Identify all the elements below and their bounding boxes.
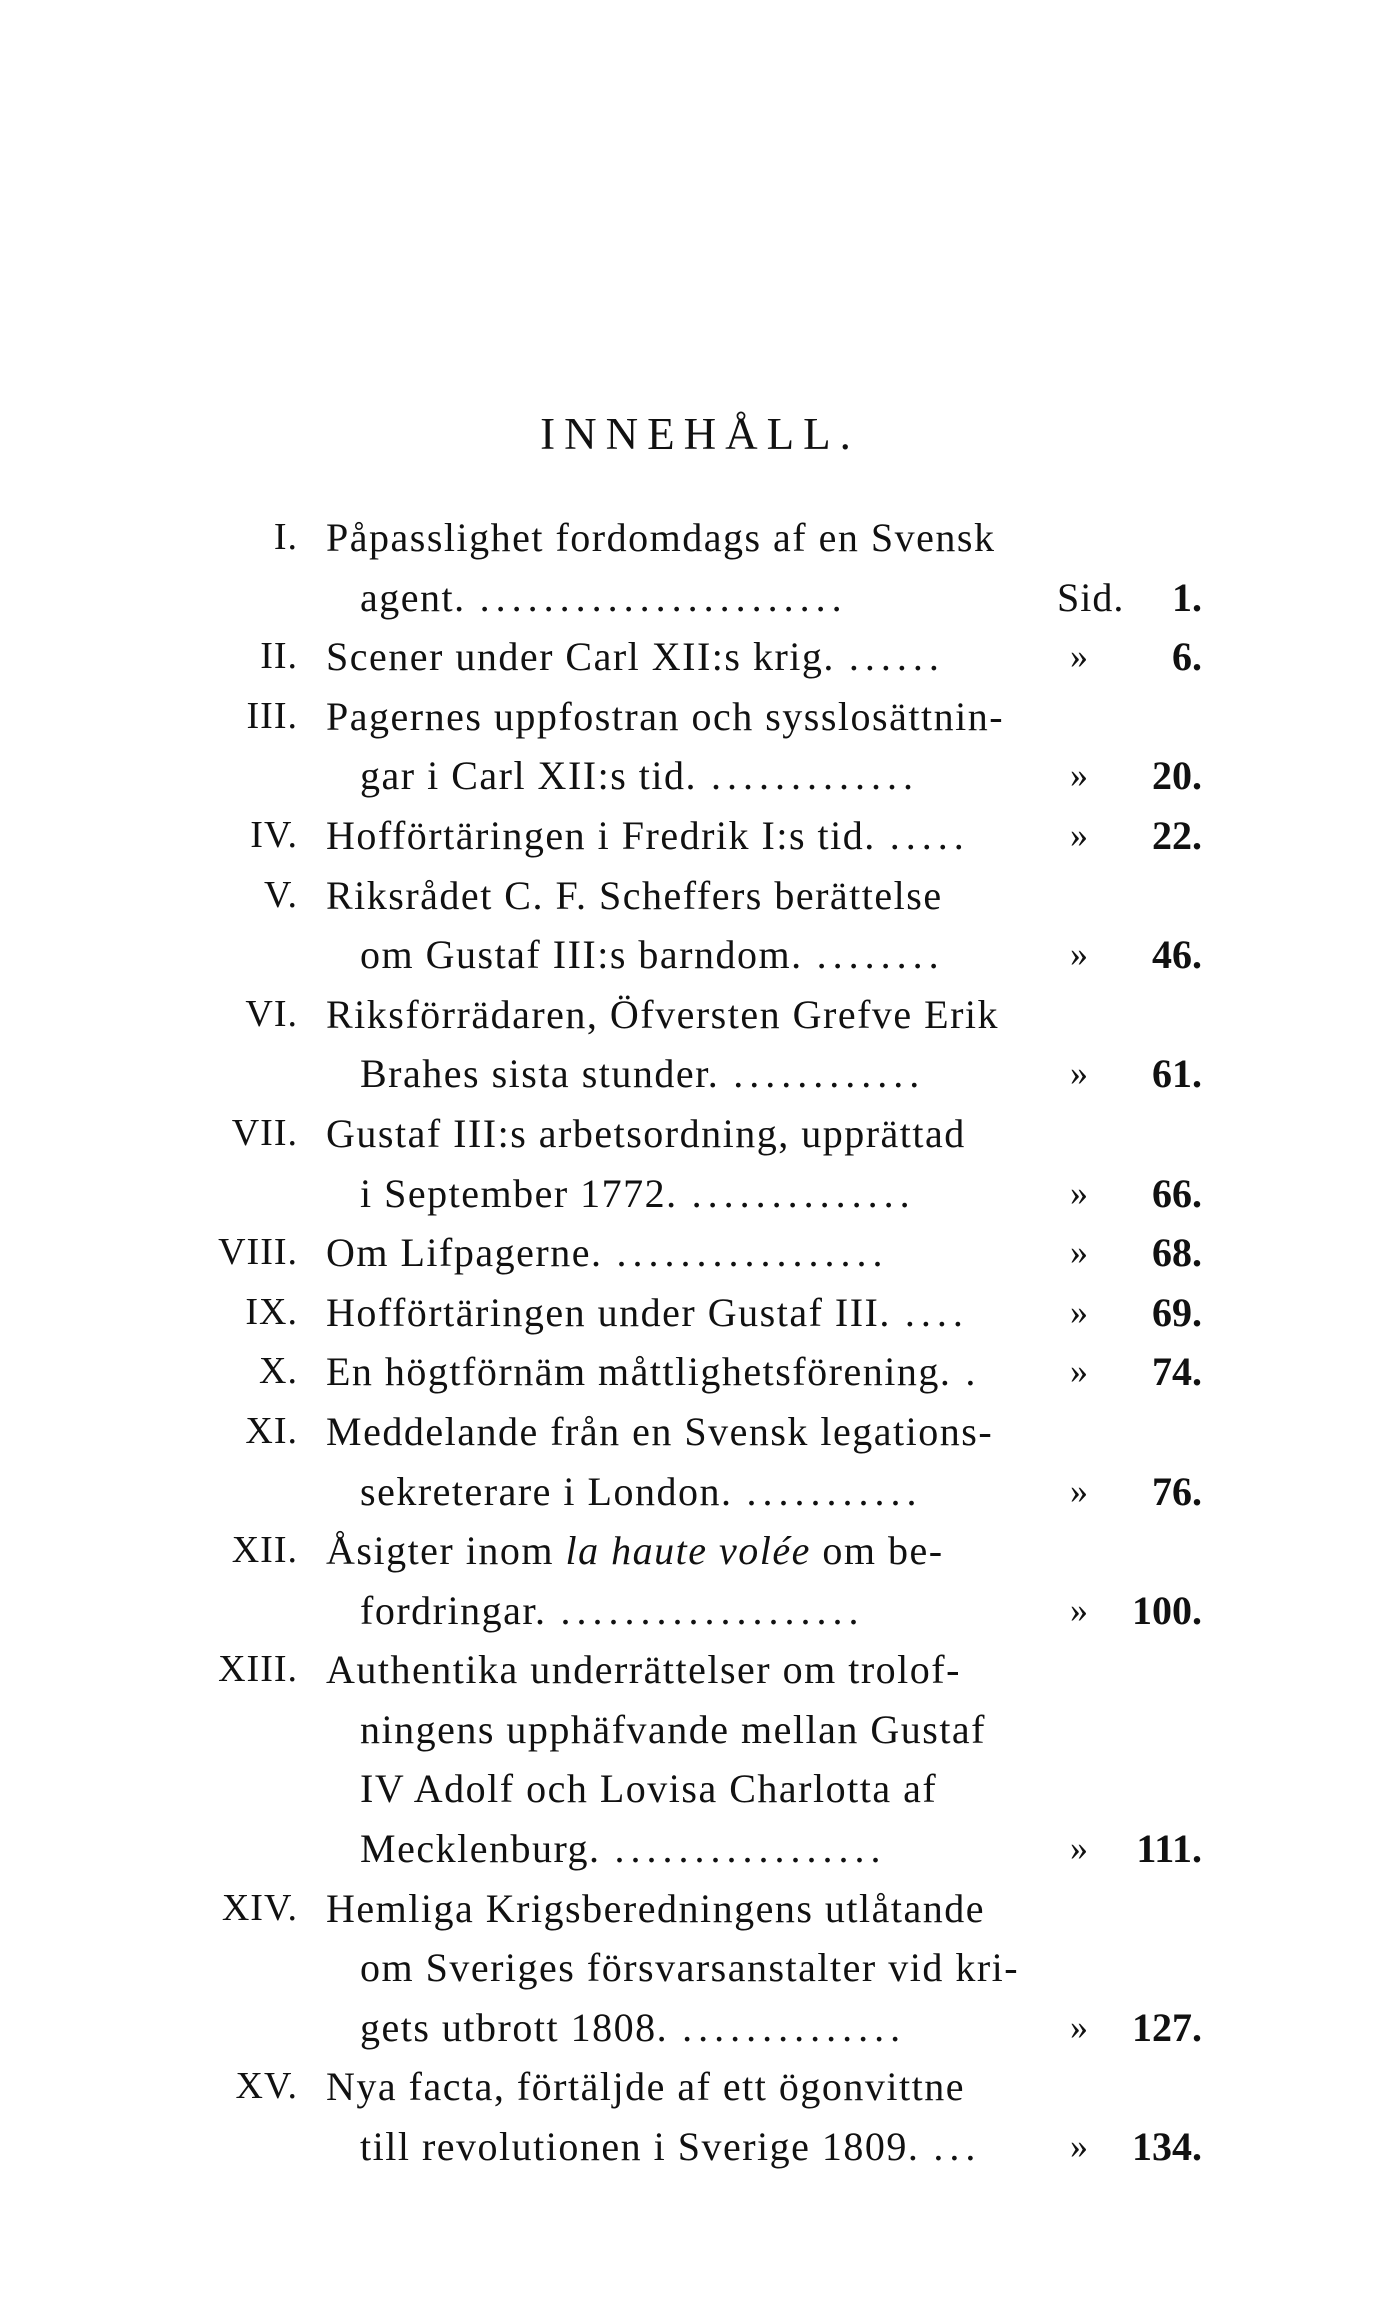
chapter-title-line: gets utbrott 1808. bbox=[360, 2004, 669, 2050]
page-number: 100. bbox=[1132, 1587, 1202, 1633]
toc-entry-line bbox=[0, 1998, 1400, 2058]
chapter-title-line: om Sveriges försvarsanstalter vid kri- bbox=[360, 1945, 1020, 1991]
toc-entry bbox=[0, 627, 1400, 687]
toc-entry bbox=[0, 1223, 1400, 1283]
toc-entry-line bbox=[0, 746, 1400, 806]
page-number: 66. bbox=[1152, 1170, 1202, 1216]
chapter-title-line: Riksrådet C. F. Scheffers berättelse bbox=[326, 872, 943, 918]
page-label: Sid. bbox=[1057, 574, 1125, 620]
dot-leader: ....................... bbox=[479, 574, 848, 620]
ditto-mark: » bbox=[1070, 1232, 1088, 1273]
toc-entry-line bbox=[0, 627, 1400, 687]
ditto-mark: » bbox=[1070, 1828, 1088, 1869]
page-number: 61. bbox=[1152, 1051, 1202, 1097]
toc-entry-line bbox=[0, 1879, 1400, 1939]
chapter-title-line: ningens upphäfvande mellan Gustaf bbox=[360, 1706, 987, 1752]
dot-leader: . bbox=[965, 1349, 982, 1395]
toc-entry-line bbox=[0, 508, 1400, 568]
chapter-number: VI. bbox=[245, 992, 298, 1035]
page-number: 1. bbox=[1172, 574, 1202, 620]
dot-leader: ................. bbox=[614, 1826, 887, 1872]
chapter-title-line: Brahes sista stunder. bbox=[360, 1051, 720, 1097]
page-number: 134. bbox=[1132, 2124, 1202, 2170]
ditto-mark: » bbox=[1070, 1053, 1088, 1094]
toc-entry-line bbox=[0, 1104, 1400, 1164]
toc-entry bbox=[0, 1283, 1400, 1343]
toc-entry-line bbox=[0, 2117, 1400, 2177]
chapter-title-line: om Gustaf III:s barndom. bbox=[360, 932, 803, 978]
ditto-mark: » bbox=[1070, 636, 1088, 677]
toc-entry-line bbox=[0, 1759, 1400, 1819]
page-number: 20. bbox=[1152, 753, 1202, 799]
toc-entry bbox=[0, 1640, 1400, 1878]
ditto-mark: » bbox=[1070, 755, 1088, 796]
chapter-title-line: Authentika underrättelser om trolof- bbox=[326, 1647, 961, 1693]
chapter-number: V. bbox=[263, 873, 298, 916]
toc-entry-line bbox=[0, 1819, 1400, 1879]
table-of-contents bbox=[0, 508, 1400, 2177]
page-number: 69. bbox=[1152, 1289, 1202, 1335]
toc-entry-line bbox=[0, 985, 1400, 1045]
ditto-mark: » bbox=[1070, 1589, 1088, 1630]
chapter-number: II. bbox=[260, 635, 298, 678]
chapter-number: IX. bbox=[245, 1290, 298, 1333]
chapter-number: VII. bbox=[231, 1111, 298, 1154]
toc-entry-line bbox=[0, 2057, 1400, 2117]
chapter-title-line: Påpasslighet fordomdags af en Svensk bbox=[326, 515, 996, 560]
chapter-number: XIV. bbox=[221, 1886, 298, 1929]
chapter-title-line: Nya facta, förtäljde af ett ögonvittne bbox=[326, 2064, 965, 2110]
toc-entry bbox=[0, 687, 1400, 806]
chapter-title-line: till revolutionen i Sverige 1809. bbox=[360, 2124, 920, 2170]
toc-entry-line bbox=[0, 1462, 1400, 1522]
toc-entry bbox=[0, 866, 1400, 985]
page-title: INNEHÅLL. bbox=[540, 409, 860, 459]
toc-entry-line bbox=[0, 1581, 1400, 1641]
chapter-title-line: gar i Carl XII:s tid. bbox=[360, 753, 697, 799]
chapter-number: X. bbox=[259, 1350, 298, 1393]
chapter-title-line: Hofförtäringen i Fredrik I:s tid. bbox=[326, 812, 876, 858]
chapter-title-line: agent. bbox=[360, 574, 466, 620]
chapter-title-line: Gustaf III:s arbetsordning, upprättad bbox=[326, 1110, 966, 1156]
toc-entry bbox=[0, 1342, 1400, 1402]
chapter-number: III. bbox=[246, 694, 298, 737]
toc-entry bbox=[0, 1104, 1400, 1223]
page-number: 68. bbox=[1152, 1230, 1202, 1276]
chapter-title-line: En högtförnäm måttlighetsförening. bbox=[326, 1349, 952, 1395]
ditto-mark: » bbox=[1070, 2006, 1088, 2047]
ditto-mark: » bbox=[1070, 1172, 1088, 1213]
toc-entry-line bbox=[0, 1521, 1400, 1581]
chapter-title-line: om be- bbox=[822, 1528, 944, 1574]
toc-entry bbox=[0, 985, 1400, 1104]
toc-entry-line bbox=[0, 866, 1400, 926]
chapter-number: XV. bbox=[235, 2065, 298, 2108]
dot-leader: .... bbox=[904, 1289, 969, 1335]
dot-leader: .............. bbox=[682, 2004, 907, 2050]
dot-leader: ... bbox=[933, 2124, 982, 2170]
ditto-mark: » bbox=[1070, 1470, 1088, 1511]
toc-entry-line bbox=[0, 1640, 1400, 1700]
dot-leader: ................... bbox=[560, 1587, 865, 1633]
chapter-number: XIII. bbox=[218, 1648, 298, 1691]
ditto-mark: » bbox=[1070, 934, 1088, 975]
page-number: 74. bbox=[1152, 1349, 1202, 1395]
toc-entry-line bbox=[0, 1164, 1400, 1224]
ditto-mark: » bbox=[1070, 814, 1088, 855]
dot-leader: ..... bbox=[889, 812, 970, 858]
chapter-title-line: Meddelande från en Svensk legations- bbox=[326, 1408, 994, 1454]
page-number: 111. bbox=[1136, 1826, 1202, 1872]
toc-entry-line bbox=[0, 1283, 1400, 1343]
chapter-title-line: Åsigter inom bbox=[326, 1528, 554, 1574]
toc-entry bbox=[0, 1521, 1400, 1640]
page-number: 76. bbox=[1152, 1468, 1202, 1514]
chapter-title-line: fordringar. bbox=[360, 1587, 547, 1633]
chapter-title-line: Om Lifpagerne. bbox=[326, 1230, 603, 1276]
toc-entry bbox=[0, 806, 1400, 866]
chapter-title-line: Scener under Carl XII:s krig. bbox=[326, 634, 835, 680]
toc-entry-line bbox=[0, 1342, 1400, 1402]
ditto-mark: » bbox=[1070, 1351, 1088, 1392]
chapter-title-line: i September 1772. bbox=[360, 1170, 678, 1216]
chapter-title-line: Riksförrädaren, Öfversten Grefve Erik bbox=[326, 991, 1000, 1037]
chapter-number: VIII. bbox=[218, 1231, 298, 1274]
dot-leader: ............. bbox=[710, 753, 919, 799]
chapter-number: XI. bbox=[245, 1409, 298, 1452]
chapter-number: IV. bbox=[250, 813, 298, 856]
chapter-title-italic: la haute volée bbox=[565, 1528, 811, 1574]
toc-entry-line bbox=[0, 1402, 1400, 1462]
dot-leader: ...... bbox=[848, 634, 945, 680]
toc-entry-line bbox=[0, 925, 1400, 985]
ditto-mark: » bbox=[1070, 1291, 1088, 1332]
chapter-title-line: Hofförtäringen under Gustaf III. bbox=[326, 1289, 891, 1335]
dot-leader: ........... bbox=[746, 1468, 923, 1514]
chapter-title-line: Pagernes uppfostran och sysslosättnin- bbox=[326, 693, 1005, 739]
dot-leader: ............ bbox=[733, 1051, 926, 1097]
toc-entry-line bbox=[0, 1044, 1400, 1104]
chapter-title-line: Mecklenburg. bbox=[360, 1826, 601, 1872]
page-number: 127. bbox=[1132, 2004, 1202, 2050]
toc-entry-line bbox=[0, 1223, 1400, 1283]
page-number: 46. bbox=[1152, 932, 1202, 978]
chapter-title-line: Hemliga Krigsberedningens utlåtande bbox=[326, 1885, 985, 1931]
ditto-mark: » bbox=[1070, 2126, 1088, 2167]
page-number: 6. bbox=[1172, 634, 1202, 680]
toc-entry-line bbox=[0, 687, 1400, 747]
toc-entry bbox=[0, 1879, 1400, 2058]
toc-entry-line bbox=[0, 568, 1400, 628]
chapter-title-line: IV Adolf och Lovisa Charlotta af bbox=[360, 1766, 938, 1812]
dot-leader: .............. bbox=[691, 1170, 916, 1216]
dot-leader: ........ bbox=[816, 932, 945, 978]
toc-entry-line bbox=[0, 1938, 1400, 1998]
toc-entry-line bbox=[0, 806, 1400, 866]
toc-entry bbox=[0, 508, 1400, 627]
chapter-title-line: sekreterare i London. bbox=[360, 1468, 733, 1514]
chapter-number: XII. bbox=[231, 1529, 298, 1572]
toc-entry bbox=[0, 1402, 1400, 1521]
dot-leader: ................. bbox=[616, 1230, 889, 1276]
chapter-number: I. bbox=[273, 516, 298, 558]
toc-entry-line bbox=[0, 1700, 1400, 1760]
page-number: 22. bbox=[1152, 812, 1202, 858]
toc-entry bbox=[0, 2057, 1400, 2176]
